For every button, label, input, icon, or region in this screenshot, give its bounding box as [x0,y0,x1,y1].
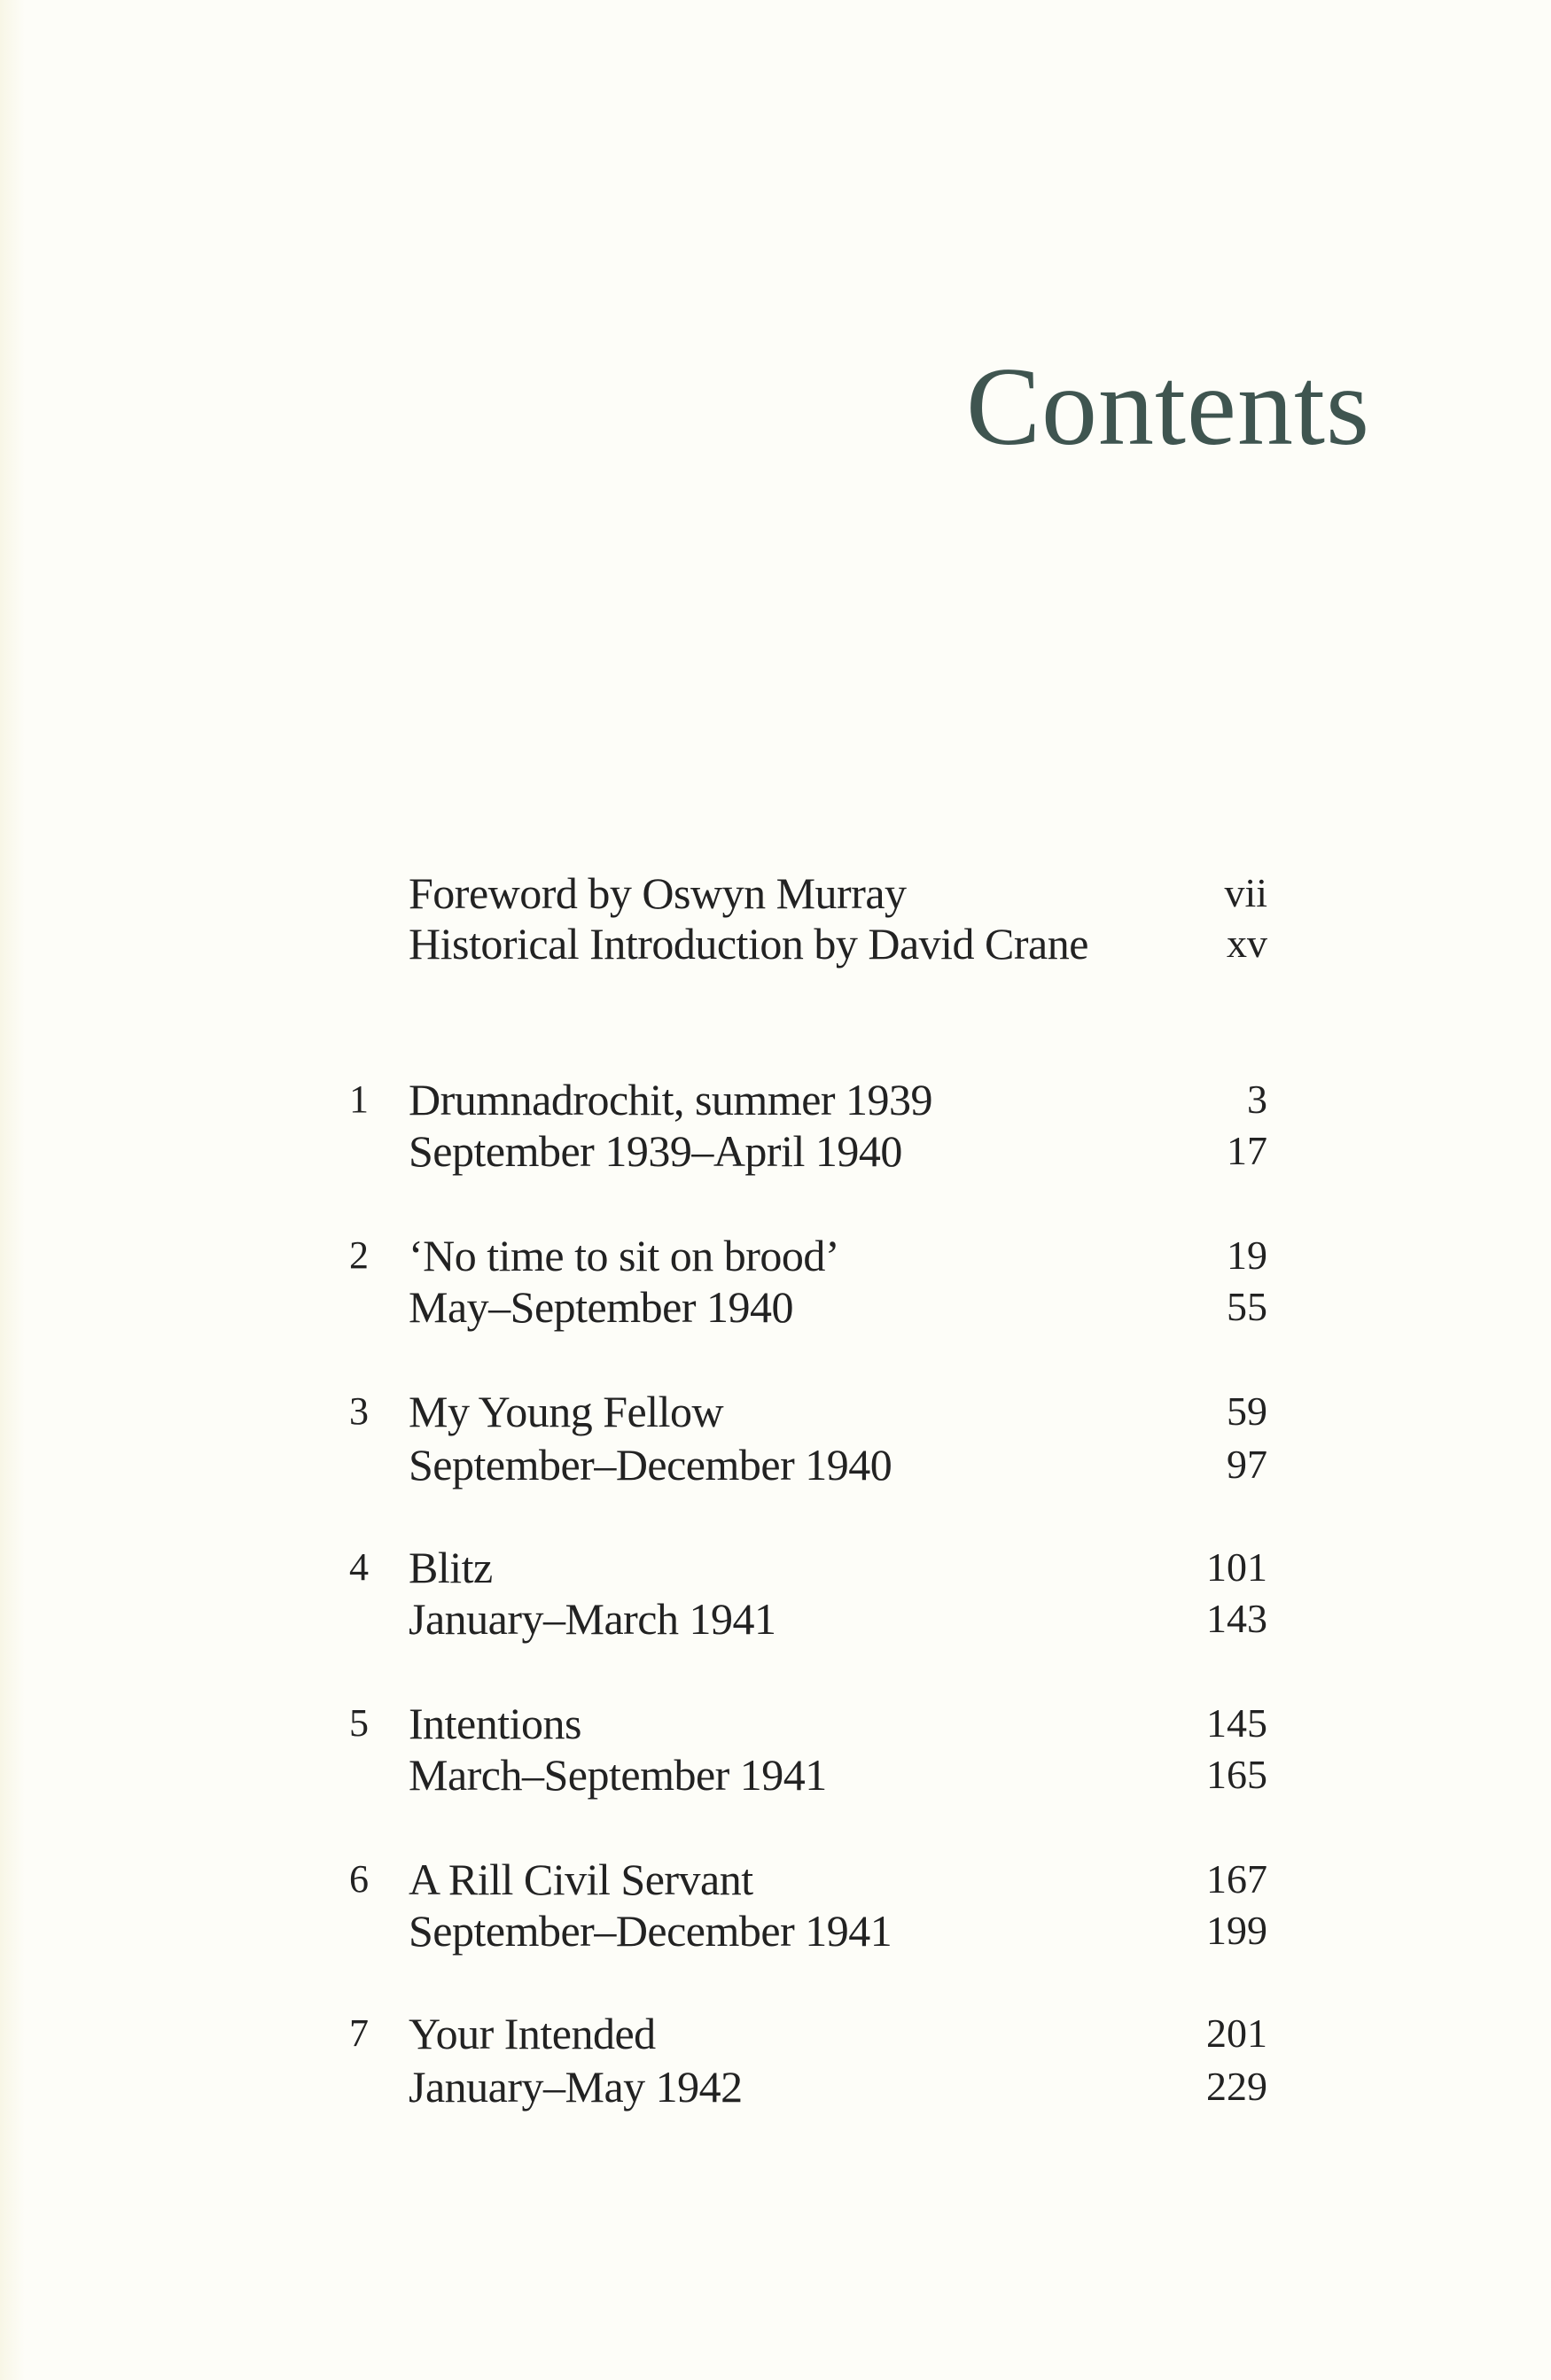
chapter-period: September–December 1940 [409,1440,892,1489]
chapter-title-page: 59 [1227,1388,1267,1434]
chapter-period: May–September 1940 [409,1282,793,1332]
chapter-number: 2 [349,1233,369,1277]
chapter-title: Intentions [409,1699,581,1748]
chapter-period: January–March 1941 [409,1594,776,1644]
chapter-period-page: 143 [1206,1596,1267,1641]
toc-chapter-2-title[interactable] [0,1230,1551,1281]
chapter-period-page: 199 [1206,1908,1267,1953]
chapter-title: ‘No time to sit on brood’ [409,1231,840,1280]
toc-entry-label: Historical Introduction by David Crane [409,919,1088,968]
toc-chapter-6-title[interactable] [0,1854,1551,1905]
chapter-number: 3 [349,1389,369,1433]
chapter-title-page: 101 [1206,1544,1267,1590]
toc-chapter-6-period[interactable] [0,1905,1551,1956]
chapter-number: 6 [349,1857,369,1901]
chapter-title: Blitz [409,1543,493,1592]
toc-entry-page: vii [1224,870,1267,915]
chapter-number: 5 [349,1701,369,1745]
toc-chapter-3-title[interactable] [0,1386,1551,1437]
toc-chapter-5-title[interactable] [0,1698,1551,1749]
chapter-title: My Young Fellow [409,1387,724,1436]
toc-chapter-1-title[interactable] [0,1074,1551,1125]
chapter-title-page: 167 [1206,1856,1267,1902]
chapter-period-page: 97 [1227,1442,1267,1487]
chapter-period: September 1939–April 1940 [409,1126,902,1176]
chapter-title-page: 201 [1206,2011,1267,2056]
chapter-title-page: 19 [1227,1233,1267,1278]
toc-chapter-5-period[interactable] [0,1749,1551,1801]
chapter-period: March–September 1941 [409,1750,827,1800]
chapter-number: 1 [349,1077,369,1121]
toc-entry-foreword[interactable] [0,867,1551,919]
toc-chapter-7-period[interactable] [0,2061,1551,2112]
chapter-title: Drumnadrochit, summer 1939 [409,1075,933,1124]
toc-chapter-3-period[interactable] [0,1439,1551,1490]
toc-chapter-2-period[interactable] [0,1281,1551,1333]
toc-entry-label: Foreword by Oswyn Murray [409,868,907,918]
toc-chapter-1-period[interactable] [0,1125,1551,1177]
chapter-period: January–May 1942 [409,2062,743,2112]
chapter-title-page: 145 [1206,1700,1267,1746]
chapter-title: A Rill Civil Servant [409,1855,753,1904]
chapter-period-page: 165 [1206,1752,1267,1797]
chapter-period-page: 17 [1227,1128,1267,1173]
chapter-period-page: 229 [1206,2064,1267,2109]
toc-chapter-4-period[interactable] [0,1593,1551,1645]
chapter-number: 7 [349,2011,369,2055]
chapter-number: 4 [349,1545,369,1589]
chapter-title-page: 3 [1247,1077,1267,1122]
chapter-period-page: 55 [1227,1284,1267,1329]
page-title: Contents [966,346,1371,469]
chapter-period: September–December 1941 [409,1906,892,1956]
toc-entry-page: xv [1227,921,1267,966]
toc-chapter-7-title[interactable] [0,2008,1551,2059]
chapter-title: Your Intended [409,2009,656,2058]
toc-chapter-4-title[interactable] [0,1542,1551,1593]
toc-entry-historical-introduction[interactable] [0,918,1551,969]
